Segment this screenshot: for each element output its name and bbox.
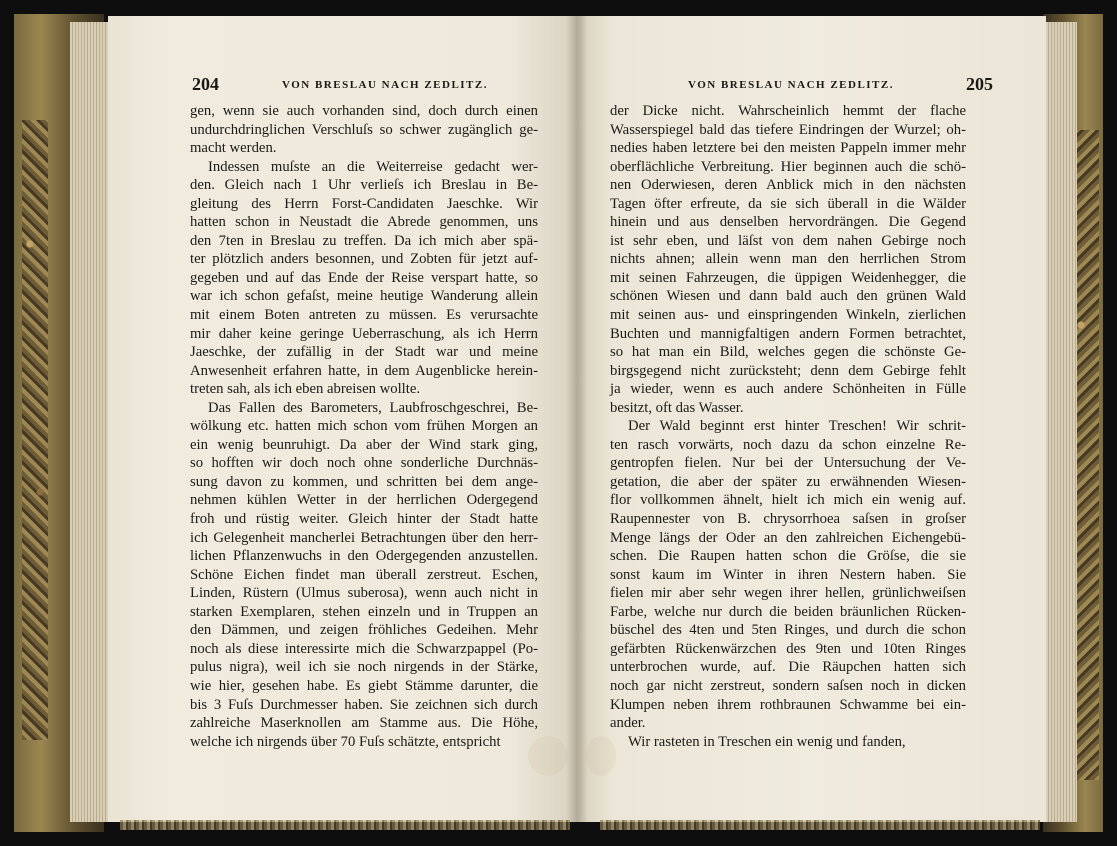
text-line: getation, die aber der später zu erwähnenden Wiesen- [610,473,966,490]
text-line: war ich schon gefaſst, meine heutige Wanderung allein [190,288,538,305]
text-line: pulus nigra), weil ich sie noch nirgends in der Stärke, [190,659,538,676]
text-line: ten rasch vorwärts, noch dazu da schon einzelne Re- [610,436,966,453]
text-line: Anwesenheit erfahren hatte, in dem Augenblicke herein- [190,362,538,379]
running-head: VON BRESLAU NACH ZEDLITZ. [688,79,894,91]
text-line: der Dicke nicht. Wahrscheinlich hemmt der flache [610,103,966,119]
text-line: birgsgegend nicht zurücksteht; denn dem Gebirge fehlt [610,362,966,379]
text-line: welche ich nirgends über 70 Fuſs schätzte, entspricht [190,733,501,750]
text-line: Farbe, welche nur durch die beiden bräunlichen Rücken- [610,603,966,620]
text-line: lichen Pflanzenwuchs in den Odergegenden anzustellen. [190,548,538,565]
text-line: treten sah, als ich eben abreisen wollte. [190,381,421,398]
text-line: Indessen muſste an die Weiterreise gedacht wer- [208,158,538,175]
text-line: Tagen öfter erfreute, da sie sich überall in die Wälder [610,195,966,212]
text-line: mit seinen Fahrzeugen, die üppigen Weidenhegger, die [610,269,966,286]
text-line: den 7ten in Breslau zu treffen. Da ich mich aber spä- [190,232,538,249]
text-line: ter plötzlich anders besonnen, und Zobten für jetzt auf- [190,251,538,268]
text-line: so hat man ein Bild, welches gegen die schönste Ge- [610,344,966,361]
right-page-text [610,102,966,751]
page-number: 204 [192,74,219,94]
text-line: Buchten und mannigfaltigen andern Formen betrachtet, [610,325,966,342]
text-line: unterbrochen wurde, auf. Die Räupchen hatten sich [610,659,966,676]
text-line: ist sehr eben, und läſst von dem nahen Gebirge noch [610,232,966,249]
text-line: Raupennester von B. chrysorrhoea saſsen in groſser [610,511,966,528]
text-line: nedies haben letztere bei den meisten Pappeln immer mehr [610,140,966,157]
text-line: mit seinen aus- und einspringenden Winkeln, zierlichen [610,307,966,324]
text-line: ein wenig beunruhigt. Da aber der Wind stark ging, [190,436,538,453]
text-line: gentropfen fielen. Nur bei der Untersuchung der Ve- [610,455,966,472]
text-line: büschel des 4ten und 5ten Ringes, und durch die schon [610,622,966,639]
text-line: gegeben und auf das Ende der Reise verspart hatte, so [190,269,538,286]
book-gutter [566,16,588,822]
text-line: Jaeschke, der zufällig in der Stadt war und meine [190,344,538,361]
text-line: fielen mir aber sehr wegen ihrer hellen, grünlichweiſsen [610,585,966,602]
text-line: mit einem Boten antreten zu müssen. Es verursachte [190,307,538,324]
text-line: Das Fallen des Barometers, Laubfroschgeschrei, Be- [208,399,538,416]
text-line: nichts ahnen; allein wenn man den herrlichen Strom [610,251,966,268]
text-line: hatten schon in Neustadt die Abrede genommen, uns [190,214,538,231]
text-line: nehmen kühlen Wetter in der herrlichen Odergegend [190,492,538,509]
text-line: sung davon zu kommen, und schritten bei dem ange- [190,473,538,490]
text-line: wölkung etc. hatten mich schon vom frühen Morgen an [190,418,538,435]
text-line: Wir rasteten in Treschen ein wenig und fanden, [628,733,906,750]
text-line: macht werden. [190,140,277,157]
right-page-header [688,74,993,100]
text-line: mir daher keine geringe Ueberraschung, als ich Herrn [190,325,538,342]
left-page [108,16,576,822]
text-line: den Dämmen, und zeigen fröhliches Gedeihen. Mehr [190,622,538,639]
text-line: nen Oderwiesen, deren Anblick mich in den nächsten [610,177,966,194]
text-line: flor vollkommen ähnelt, hielt ich mich ein wenig auf. [610,492,966,509]
text-line: gen, wenn sie auch vorhanden sind, doch durch einen [190,103,538,119]
bottom-edge-right [600,820,1040,830]
text-line: schönen Wiesen und dann bald auch den grünen Wald [610,288,966,305]
text-line: hinein und aus denselben hervordrängen. Die Gegend [610,214,966,231]
bottom-edge-left [120,820,570,830]
text-line: Wasserspiegel bald das tiefere Eindringen der Wurzel; oh- [610,121,966,138]
text-line: besitzt, oft das Wasser. [610,399,744,416]
text-line: Der Wald beginnt erst hinter Treschen! Wir schrit- [628,418,966,435]
text-line: bis 3 Fuſs Durchmesser haben. Sie zeichnen sich durch [190,696,538,713]
text-line: oberflächliche Verbreitung. Hier beginnen auch die schö- [610,158,966,175]
text-line: gefärbten Rückenwärzchen des 9ten und 10ten Ringes [610,640,966,657]
text-line: wie hier, gesehen habe. Es giebt Stämme darunter, die [190,677,538,694]
text-line: Menge längs der Oder an den zahlreichen Eichengebü- [610,529,966,546]
text-line: Klumpen neben ihrem rothbraunen Schwamme bei ein- [610,696,966,713]
text-line: froh und rüstig weiter. Gleich hinter der Stadt hatte [190,511,538,528]
text-line: schen. Die Raupen hatten schon die Gröſse, die sie [610,548,966,565]
text-line: den. Gleich nach 1 Uhr verlieſs ich Breslau in Be- [190,177,538,194]
text-line: starken Exemplaren, stehen einzeln und in Truppen an [190,603,538,620]
text-line: ander. [610,715,646,732]
marbled-edge-left [22,120,48,740]
text-line: Linden, Rüstern (Ulmus suberosa), wenn auch nicht in [190,585,538,602]
text-line: ja wieder, wenn es auch andere Schönheiten in Fülle [610,381,966,398]
page-number: 205 [966,74,993,94]
running-head: VON BRESLAU NACH ZEDLITZ. [282,79,488,91]
text-line: zahlreiche Maserknollen am Stamme aus. Die Höhe, [190,715,538,732]
text-line: sonst kaum im Winter in ihren Nestern haben. Sie [610,566,966,583]
text-line: gleitung des Herrn Forst-Candidaten Jaeschke. Wir [190,195,538,212]
text-line: noch gar nicht zerstreut, sondern saſsen noch in dicken [610,677,966,694]
text-line: so hofften wir doch noch ohne sonderliche Durchnäs- [190,455,538,472]
text-line: noch als diese interessirte mich die Schwarzpappel (Po- [190,640,538,657]
left-page-text [190,102,538,751]
right-page [576,16,1046,822]
left-page-header [192,74,562,100]
text-line: Schöne Eichen findet man überall zerstreut. Eschen, [190,566,538,583]
text-line: ich Gelegenheit mancherlei Betrachtungen über den herr- [190,529,538,546]
text-line: undurchdringlichen Verschluſs so schwer zugänglich ge- [190,121,538,138]
page-edges-left [70,22,112,822]
